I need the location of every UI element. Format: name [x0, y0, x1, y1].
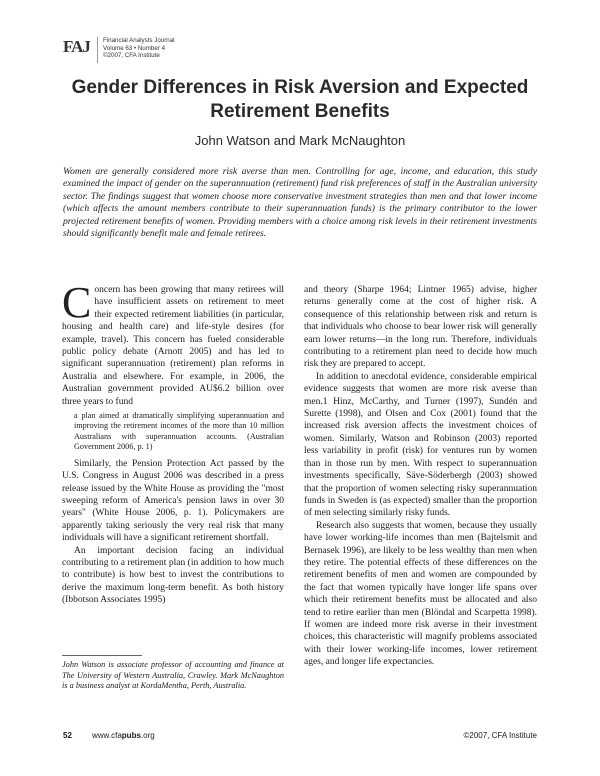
page-number: 52: [63, 731, 72, 740]
body-paragraph: An important decision facing an individual contributing to a retirement plan (in addition to how much to contribute) is how best to invest the contributions to derive the maximum long-term benefit. As both history (Ibbotson Associates 1995): [62, 545, 284, 606]
right-column: [304, 284, 537, 669]
article-authors: John Watson and Mark McNaughton: [194, 133, 406, 148]
website-suffix: .org: [140, 731, 155, 740]
footnote-rule: [62, 655, 142, 656]
block-quote: a plan aimed at dramatically simplifying superannuation and improving the retirement incomes of the more than 10 million Australians with superannuation accounts. (Australian Government 2006, p. 1): [74, 411, 284, 452]
body-paragraph: In addition to anecdotal evidence, considerable empirical evidence suggests that women are more risk averse than men.1 Hinz, McCarthy, and Turner (1997), Sundén and Surette (1998), and Olsen and Cox (2001) found that the increased risk aversion affects the investment choices of women. Similarly, Watson and Robinson (2003) reported less variability in profit (risk) for ventures run by women than in those run by men. With respect to superannuation investments specifically, Säve-Söderbergh (2003) showed that the proportion of women selecting risky superannuation funds in Sweden is (as expected) smaller than the proportion of men selecting similarly risky funds.: [304, 371, 537, 519]
footer-copyright: ©2007, CFA Institute: [463, 731, 537, 740]
left-column: [62, 278, 284, 607]
website-bold: pubs: [121, 731, 141, 740]
author-bio: John Watson is associate professor of accounting and finance at The University of Western Australia, Crawley. Mark McNaughton is a business analyst at KordaMentha, Perth, Australia.: [62, 660, 284, 691]
drop-cap: C: [62, 278, 92, 327]
faj-logo: FAJ: [63, 37, 98, 63]
website-link[interactable]: [92, 731, 155, 740]
journal-volume: Volume 63 • Number 4: [103, 44, 166, 52]
journal-meta: [103, 37, 175, 60]
article-title: Gender Differences in Risk Aversion and Expected Retirement Benefits: [71, 77, 529, 122]
journal-copyright: ©2007, CFA Institute: [103, 52, 160, 60]
article-abstract: Women are generally considered more risk averse than men. Controlling for age, income, and education, this study examined the impact of gender on the superannuation (retirement) fund risk preferences of staff in the Australian university sector. The findings suggest that women choose more conservative investment strategies than men and that lower income (which affects the amount members contribute to their superannuation funds) is the primary contributor to the lower projected retirement benefits of women. Providing members with a choice among risk levels in their retirement investments should significantly benefit male and female retirees.: [63, 166, 537, 240]
journal-name: Financial Analysts Journal: [103, 37, 175, 44]
body-paragraph: and theory (Sharpe 1964; Lintner 1965) advise, higher returns generally come at the cost of higher risk. A consequence of this relationship between risk and return is that individuals who choose to bear lower risk will generally earn lower returns—in the long run. Therefore, individuals contributing to a retirement plan need to decide how much risk they are prepared to accept.: [304, 285, 537, 370]
website-prefix: www.cfa: [92, 731, 122, 740]
body-paragraph: Research also suggests that women, because they usually have lower working-life incomes than men (Bajtelsmit and Bernasek 1996), are likely to be less wealthy than men when they retire. The potential effects of these differences on the retirement benefits of men and women are compounded by the fact that women typically have longer life spans over which their retirement benefits must be allocated and also tend to retire earlier than men (Blöndal and Scarpetta 1998). If women are indeed more risk averse in their investment choices, this characteristic will magnify problems associated with their lower working-life incomes, lower retirement ages, and longer life expectancies.: [304, 520, 537, 668]
intro-text: oncern has been growing that many retirees will have insufficient assets on retirement to meet their expected retirement liabilities (in particular, housing and health care) and life-style desires (for example, travel). This concern has fueled considerable public policy debate (Arnott 2005) and has led to significant superannuation (retirement) plan reforms in Australia and elsewhere. For example, in 2006, the Australian government provided AU$6.2 billion over three years to fund: [62, 285, 284, 407]
intro-paragraph: [62, 278, 284, 408]
body-paragraph: Similarly, the Pension Protection Act passed by the U.S. Congress in August 2006 was described in a press release issued by the White House as providing the "most sweeping reform of America's pension laws in over 30 years" (White House 2006, p. 1). Policymakers are apparently taking seriously the very real risk that many individuals will have a significant retirement shortfall.: [62, 458, 284, 544]
